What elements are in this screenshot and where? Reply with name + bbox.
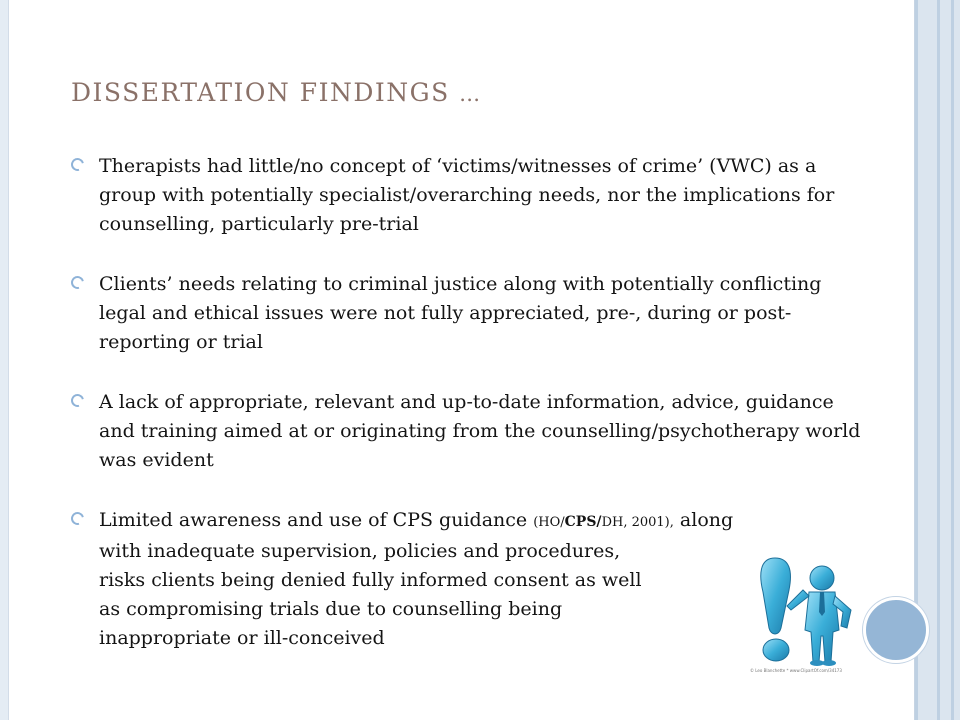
bullet-item <box>71 270 861 357</box>
figure-with-exclamation-icon <box>747 550 865 678</box>
bullet-item <box>71 506 861 653</box>
circle-bullet-icon <box>69 156 87 174</box>
circle-bullet-icon <box>69 274 87 292</box>
bullet-list <box>71 152 861 684</box>
circle-bullet-icon <box>69 510 87 528</box>
decorative-circle <box>863 597 929 663</box>
bullet-item <box>71 388 861 475</box>
slide-title: DISSERTATION FINDINGS … <box>71 78 482 107</box>
bullet-text: A lack of appropriate, relevant and up-to-date information, advice, guidance and training aimed at or originating from the counselling/psychotherapy world was evident <box>99 391 861 471</box>
bullet-text: Therapists had little/no concept of ‘victims/witnesses of crime’ (VWC) as a group with potentially specialist/overarching needs, nor the implications for counselling, particularly pre-trial <box>99 155 835 235</box>
citation: (HO/CPS/DH, 2001), <box>533 514 674 530</box>
circle-bullet-icon <box>69 392 87 410</box>
bullet-text: Limited awareness and use of CPS guidance (HO/CPS/DH, 2001), along with inadequate supervision, policies and procedures, risks clients being denied fully informed consent as well as compromising trials due to counselling being inappropriate or ill-conceived <box>99 509 734 649</box>
bullet-text: Clients’ needs relating to criminal justice along with potentially conflicting legal and ethical issues were not fully appreciated, pre-, during or post-reporting or trial <box>99 273 822 353</box>
clipart-credit: © Leo Blanchette * www.ClipartOf.com/34173 <box>750 668 842 673</box>
slide <box>8 0 915 720</box>
bullet-item <box>71 152 861 239</box>
